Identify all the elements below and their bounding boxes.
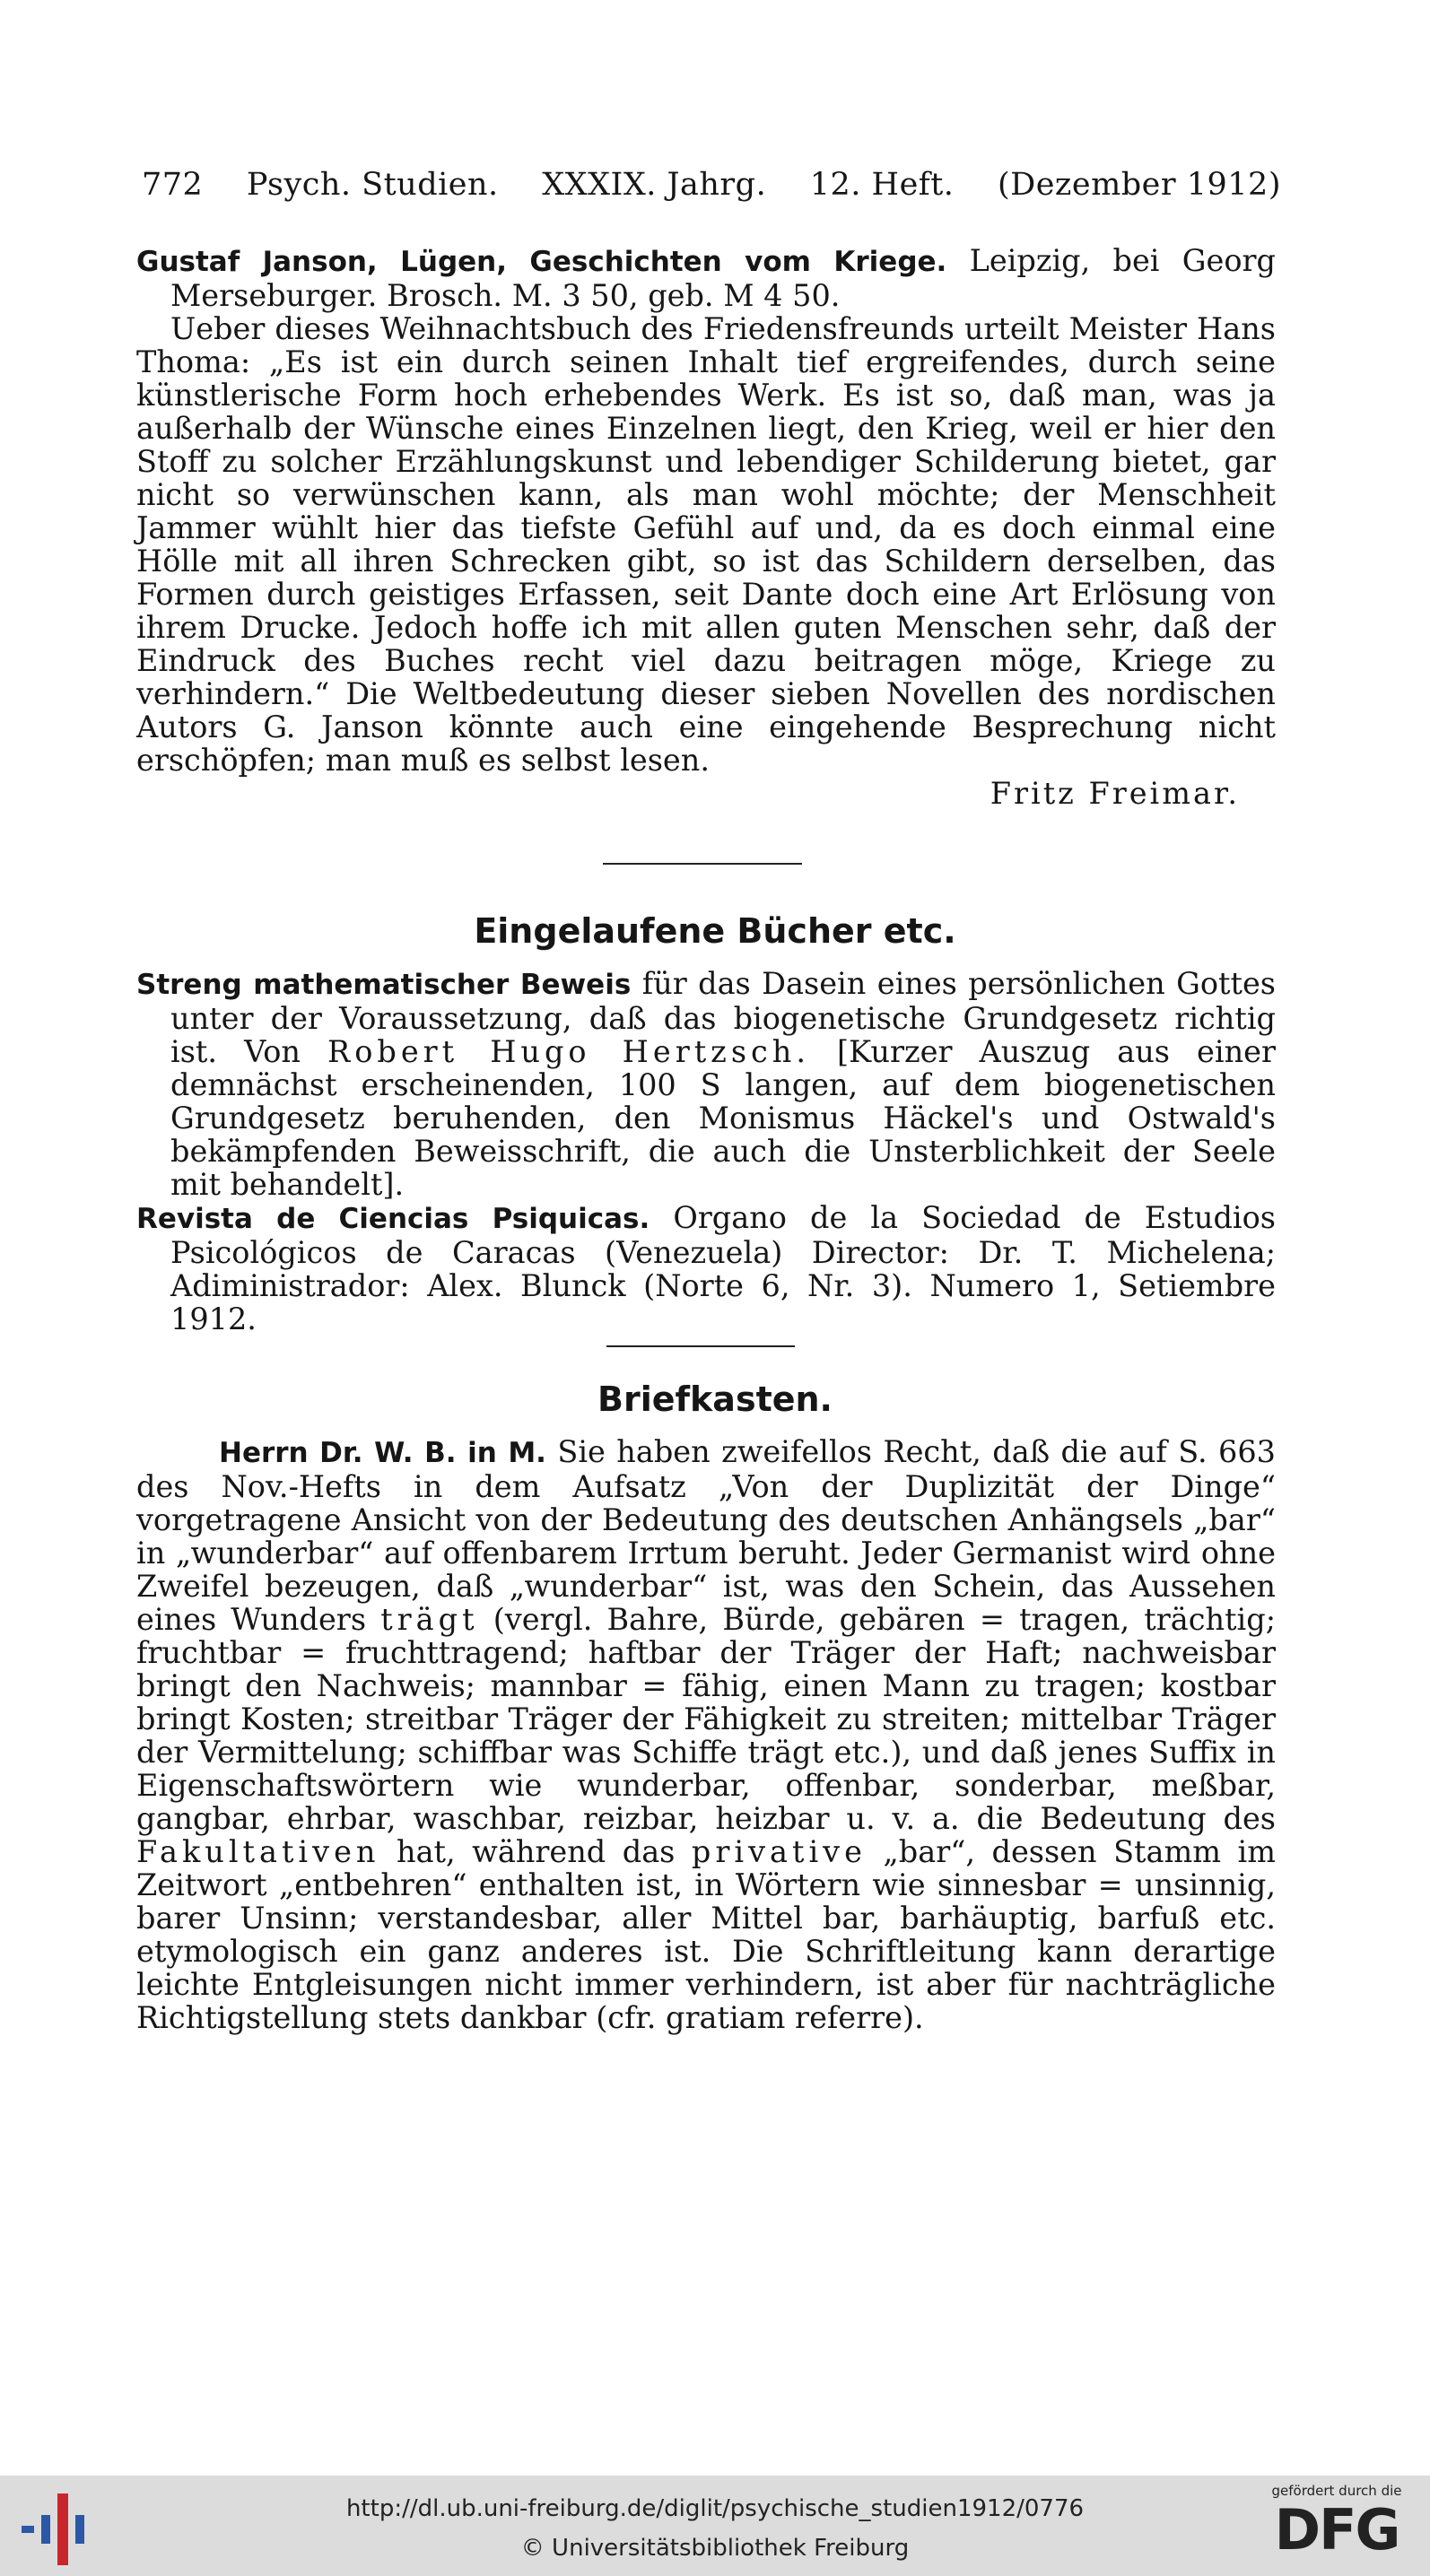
review-citation [136,244,1276,312]
received-books [136,967,1276,1336]
review-title: Gustaf Janson, Lügen, Geschichten vom Kriege. [136,246,947,278]
running-header [142,167,1281,203]
dfg-funding-note: gefördert durch die [1271,2483,1402,2499]
section-divider [606,1345,795,1347]
book-entry-author: Robert Hugo Hertzsch. [327,1034,810,1069]
issue-date: (Dezember 1912) [998,167,1281,203]
letter-addressee: Herrn Dr. W. B. in M. [219,1437,546,1469]
page-number: 772 [142,167,204,203]
journal-title: Psych. Studien. [246,167,499,203]
letter-text: (vergl. Bahre, Bürde, gebären = tragen, trächtig; fruchtbar = fruchttragend; haftbar der Träger der Haft; nachweisbar bringt den Nachweis; mannbar = fähig, einen Mann zu tragen; kostbar bringt Kosten; streitbar Träger der Fähigkeit zu streiten; mittelbar Träger der Vermittelung; schiffbar was Schiffe trägt etc.), und daß jenes Suffix in Eigenschaftswörtern wie wunderbar, offenbar, sonderbar, meßbar, gangbar, ehrbar, waschbar, reizbar, heizbar u. v. a. die Bedeutung des [136,1602,1276,1836]
spaced-word: Fakultativen [136,1834,380,1869]
dfg-badge [1256,2483,1417,2572]
spaced-word: privative [691,1834,867,1869]
letter-text: Sie haben zweifellos Recht, daß die auf S. 663 des Nov.-Hefts in dem Aufsatz „Von der Duplizität der Dinge“ vorgetragene Ansicht von der Bedeutung des deutschen Anhängsels „bar“ in „wunderbar“ auf offenbarem Irrtum beruht. Jeder Germanist wird ohne Zweifel bezeugen, daß „wunderbar“ ist, was den Schein, das Aussehen eines Wunders [136,1434,1276,1637]
letter-text: hat, während das [379,1834,692,1869]
spaced-word: trägt [380,1602,479,1637]
section-divider [603,863,802,865]
book-entry [136,1201,1276,1336]
book-review [136,244,1276,810]
source-url[interactable]: http://dl.ub.uni-freiburg.de/diglit/psychische_studien1912/0776 [345,2495,1085,2522]
review-body: Ueber dieses Weihnachtsbuch des Friedensfreunds urteilt Meister Hans Thoma: „Es ist ein durch seinen Inhalt tief ergreifendes, durch seine künstlerische Form hoch erhebendes Werk. Es ist so, daß man, was ja außerhalb der Wünsche eines Einzelnen liegt, den Krieg, weil er hier den Stoff zu solcher Erzählungskunst und lebendiger Schilderung bietet, gar nicht so verwünschen kann, als man wohl möchte; der Menschheit Jammer wühlt hier das tiefste Gefühl auf und, da es doch einmal eine Hölle mit all ihren Schrecken gibt, so ist das Schildern derselben, das Formen durch geistiges Erfassen, seit Dante doch eine Art Erlösung von ihrem Drucke. Jedoch hoffe ich mit allen guten Menschen sehr, daß der Eindruck des Buches recht viel dazu beitragen möge, Kriege zu verhindern.“ Die Weltbedeutung dieser sieben Novellen des nordischen Autors G. Janson könnte auch eine eingehende Besprechung nicht erschöpfen; man muß es selbst lesen. [136,311,1276,778]
book-entry [136,967,1276,1201]
section-heading-books: Eingelaufene Bücher etc. [474,911,956,951]
letter-text: „bar“, dessen Stamm im Zeitwort „entbehren“ enthalten ist, in Wörtern wie sinnesbar = unsinnig, barer Unsinn; verstandesbar, aller Mittel bar, barhäuptig, barfuß etc. etymologisch ein ganz anderes ist. Die Schriftleitung kann derartige leichte Entgleisungen nicht immer verhindern, ist aber für nachträgliche Richtigstellung stets dankbar (cfr. gratiam referre). [136,1834,1276,2035]
book-entry-text: Organo de la Sociedad de Estudios Psicológicos de Caracas (Venezuela) Director: Dr. T. Michelena; Adiministrador: Alex. Blunck (Norte 6, Nr. 3). Numero 1, Setiembre 1912. [170,1200,1276,1336]
review-publication: Leipzig, bei Georg Merseburger. Brosch. M. 3 50, geb. M 4 50. [170,243,1276,313]
dfg-logo: DFG [1274,2497,1399,2563]
book-entry-title: Streng mathematischer Beweis [136,969,632,1001]
section-heading-letters: Briefkasten. [597,1379,833,1419]
letter-reply [136,1435,1276,2034]
volume-label: XXXIX. Jahrg. [542,167,767,203]
book-entry-text: für das Dasein eines persönlichen Gottes unter der Voraussetzung, daß das biogenetische Grundgesetz richtig ist. Von [170,966,1276,1069]
library-footer [0,2476,1430,2576]
book-entry-note: [Kurzer Auszug aus einer demnächst erscheinenden, 100 S langen, auf dem biogenetischen Grundgesetz beruhenden, den Monismus Häckel's und Ostwald's bekämpfenden Beweisschrift, die auch die Unsterblichkeit der Seele mit behandelt]. [170,1034,1276,1202]
review-signature: Fritz Freimar. [990,776,1240,811]
issue-label: 12. Heft. [809,167,955,203]
copyright-notice: © Universitätsbibliothek Freiburg [520,2535,910,2562]
letters-section [136,1435,1276,2034]
book-entry-title: Revista de Ciencias Psiquicas. [136,1203,650,1235]
